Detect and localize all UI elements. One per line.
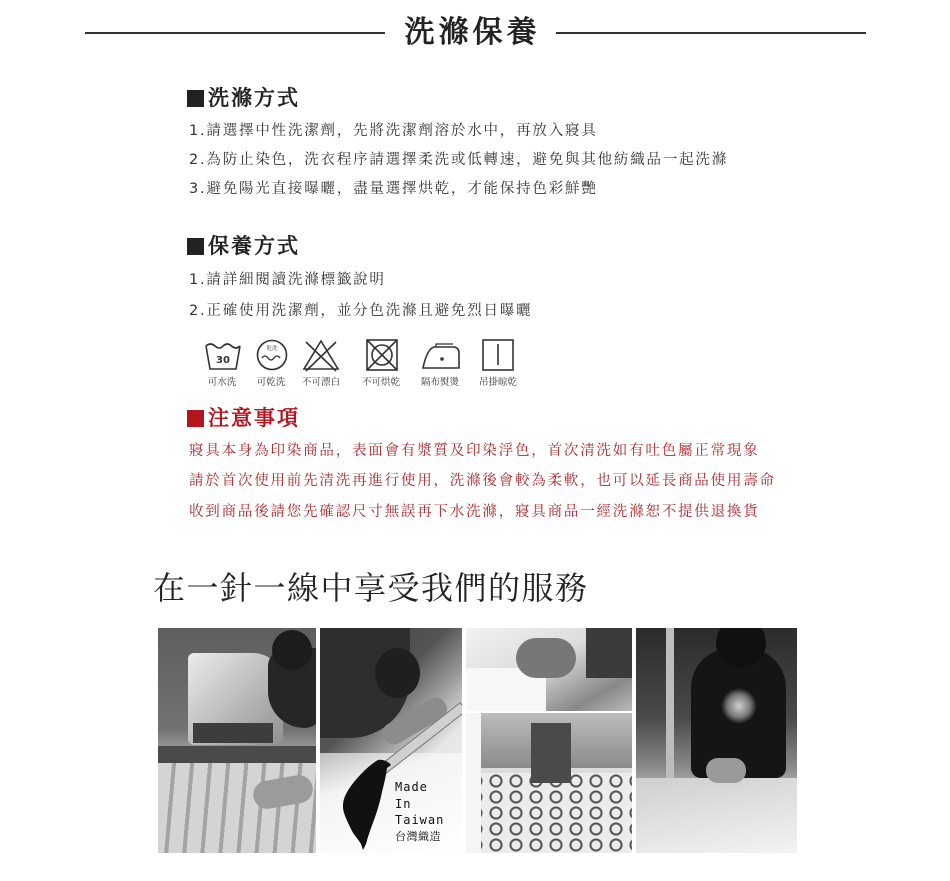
- washing-item: 1.請選擇中性洗潔劑，先將洗潔劑溶於水中，再放入寢具: [189, 123, 598, 139]
- care-item: 2.正確使用洗潔劑，並分色洗滌且避免烈日曝曬: [189, 303, 533, 319]
- badge-line: Taiwan: [395, 813, 445, 827]
- worker-hand: [706, 758, 746, 783]
- care-heading: [187, 234, 300, 258]
- header-rule-left: [85, 32, 385, 34]
- taiwan-map-icon: [340, 758, 394, 852]
- worker-head: [375, 648, 420, 698]
- notice-heading: [187, 406, 300, 430]
- wash-temperature: 30: [216, 355, 230, 366]
- worker-head: [272, 630, 312, 670]
- patterned-fabric: [466, 773, 632, 853]
- tailor-photo: [636, 628, 797, 853]
- no-tumble-dry-icon: [362, 338, 402, 372]
- service-heading: 在一針一線中享受我們的服務: [153, 569, 589, 607]
- sewing-machine-arm: [193, 723, 273, 743]
- thread-spool: [586, 628, 632, 678]
- line-dry-icon: [478, 338, 518, 372]
- worker-hand: [516, 638, 576, 678]
- page-title: 洗滌保養: [404, 15, 541, 50]
- square-bullet-icon: [187, 90, 204, 107]
- notice-item: 請於首次使用前先清洗再進行使用，洗滌後會較為柔軟，也可以延長商品使用壽命: [189, 473, 776, 489]
- notice-item: 寢具本身為印染商品，表面會有漿質及印染浮色，首次清洗如有吐色屬正常現象: [189, 443, 760, 459]
- dry-clean-mark: 乾洗: [266, 346, 278, 352]
- wash-30-icon: [203, 338, 243, 372]
- washing-item: 2.為防止染色，洗衣程序請選擇柔洗或低轉速，避免與其他紡織品一起洗滌: [189, 152, 729, 168]
- machine-head: [531, 723, 571, 783]
- badge-line: Made: [395, 780, 428, 794]
- dry-clean-icon: [252, 338, 292, 372]
- made-in-taiwan-badge: [395, 779, 444, 845]
- badge-chinese: 台灣織造: [395, 829, 441, 843]
- square-bullet-icon: [187, 410, 204, 427]
- symbol-label: 不可烘乾: [361, 377, 400, 388]
- hands-on-fabric-photo: [466, 628, 632, 711]
- washing-heading: [187, 86, 300, 110]
- header-rule-right: [556, 32, 866, 34]
- symbol-label: 不可漂白: [301, 377, 340, 388]
- sewing-machine-photo: [158, 628, 316, 853]
- table-edge: [158, 746, 316, 764]
- shirt-graphic: [721, 688, 757, 724]
- washing-heading-text: 洗滌方式: [208, 86, 300, 110]
- white-fabric: [636, 778, 797, 853]
- iron-icon: [421, 338, 461, 372]
- symbol-label: 可乾洗: [256, 377, 286, 388]
- square-bullet-icon: [187, 238, 204, 255]
- care-heading-text: 保養方式: [208, 234, 300, 258]
- notice-heading-text: 注意事項: [208, 406, 300, 430]
- white-edge: [466, 713, 481, 853]
- badge-line: In: [395, 796, 412, 811]
- no-bleach-icon: [301, 338, 341, 372]
- care-item: 1.請詳細閱讀洗滌標籤說明: [189, 272, 386, 288]
- notice-item: 收到商品後請您先確認尺寸無誤再下水洗滌，寢具商品一經洗滌恕不提供退換貨: [189, 504, 760, 520]
- symbol-label: 可水洗: [207, 377, 237, 388]
- symbol-label: 吊掛晾乾: [478, 377, 517, 388]
- machine-pole: [666, 628, 674, 788]
- washing-item: 3.避免陽光直接曝曬，盡量選擇烘乾，才能保持色彩鮮艷: [189, 181, 598, 197]
- symbol-label: 隔布熨燙: [420, 377, 459, 388]
- printing-machine-photo: [466, 713, 632, 853]
